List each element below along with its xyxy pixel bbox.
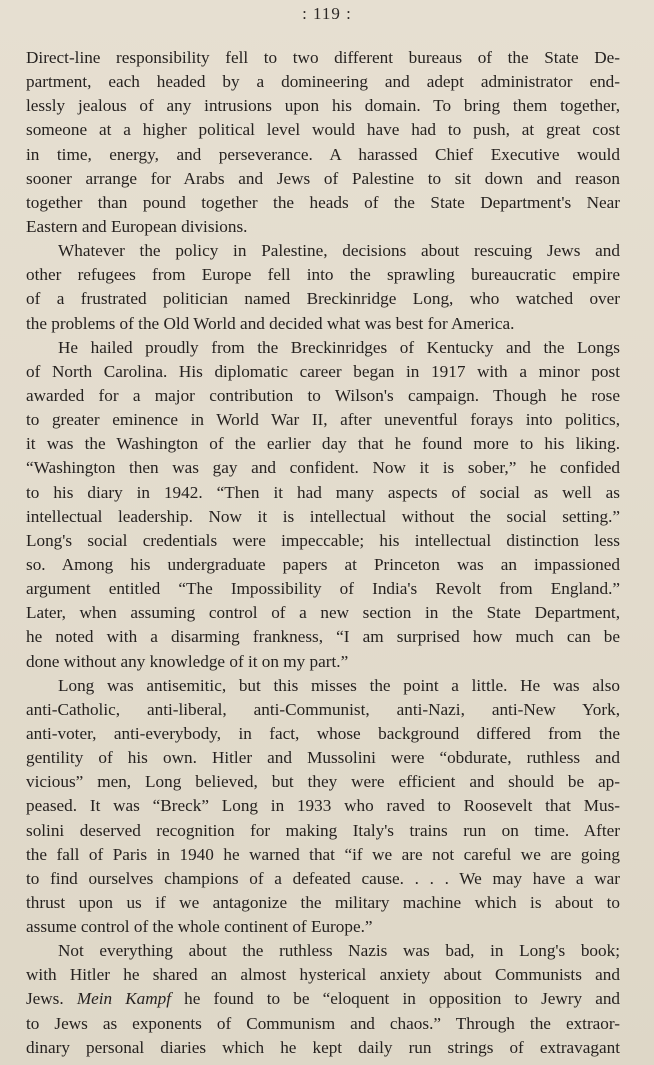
- text-line: the problems of the Old World and decided what was best for America.: [26, 313, 515, 333]
- text-line: to find ourselves champions of a defeated cause. . . . We may have a war: [26, 868, 620, 888]
- text-line: other refugees from Europe fell into the sprawling bureaucratic empire: [26, 265, 620, 285]
- text-line: [26, 987, 620, 1011]
- text-line: to Jews as exponents of Communism and chaos.” Through the extraor-: [26, 1013, 620, 1033]
- text-line: Long was antisemitic, but this misses the point a little. He was also: [58, 675, 620, 695]
- text-line: Whatever the policy in Palestine, decisions about rescuing Jews and: [58, 241, 620, 261]
- text-line: it was the Washington of the earlier day that he found more to his liking.: [26, 434, 620, 454]
- text-line: intellectual leadership. Now it is intellectual without the social setting.”: [26, 506, 620, 526]
- text-line: thrust upon us if we antagonize the military machine which is about to: [26, 892, 620, 912]
- text-line: sooner arrange for Arabs and Jews of Palestine to sit down and reason: [26, 168, 620, 188]
- text-line: Direct-line responsibility fell to two different bureaus of the State De-: [26, 48, 620, 67]
- text-line: peased. It was “Breck” Long in 1933 who raved to Roosevelt that Mus-: [26, 796, 620, 816]
- text-line: of a frustrated politician named Breckinridge Long, who watched over: [26, 289, 620, 309]
- text-line: He hailed proudly from the Breckinridges of Kentucky and the Longs: [58, 337, 620, 357]
- text-line: Long's social credentials were impeccable; his intellectual distinction less: [26, 530, 620, 550]
- book-title: Mein Kampf: [76, 989, 171, 1009]
- text-line: assume control of the whole continent of Europe.”: [26, 917, 373, 937]
- text-line: argument entitled “The Impossibility of India's Revolt from England.”: [26, 579, 620, 599]
- text-line: Later, when assuming control of a new section in the State Department,: [26, 603, 620, 623]
- text-line: anti-voter, anti-everybody, in fact, whose background differed from the: [26, 723, 620, 743]
- text-line: solini deserved recognition for making Italy's trains run on time. After: [26, 820, 620, 840]
- text-line: of North Carolina. His diplomatic career began in 1917 with a minor post: [26, 361, 620, 381]
- text-line: someone at a higher political level would have had to push, at great cost: [26, 120, 620, 140]
- text-line: so. Among his undergraduate papers at Princeton was an impassioned: [26, 554, 620, 574]
- text-line: dinary personal diaries which he kept daily run strings of extravagant: [26, 1037, 620, 1057]
- text-line: gentility of his own. Hitler and Mussolini were “obdurate, ruthless and: [26, 748, 620, 768]
- text-line: “Washington then was gay and confident. Now it is sober,” he confided: [26, 458, 620, 478]
- text-line-segment: Jews.: [26, 989, 77, 1009]
- body-text: [26, 46, 620, 1060]
- page-number: : 119 :: [302, 4, 352, 23]
- text-line: partment, each headed by a domineering and adept administrator end-: [26, 72, 620, 92]
- text-line: anti-Catholic, anti-liberal, anti-Communist, anti-Nazi, anti-New York,: [26, 699, 620, 719]
- text-line: together than pound together the heads of the State Department's Near: [26, 192, 620, 212]
- text-line: with Hitler he shared an almost hysterical anxiety about Communists and: [26, 965, 620, 985]
- text-line: to greater eminence in World War II, after uneventful forays into politics,: [26, 410, 620, 430]
- text-line: Not everything about the ruthless Nazis was bad, in Long's book;: [58, 941, 620, 961]
- text-line: to his diary in 1942. “Then it had many aspects of social as well as: [26, 482, 620, 502]
- text-line-segment: he found to be “eloquent in opposition to Jewry and: [170, 989, 620, 1009]
- text-line: Eastern and European divisions.: [26, 216, 248, 236]
- text-line: done without any knowledge of it on my part.”: [26, 651, 349, 671]
- text-line: lessly jealous of any intrusions upon his domain. To bring them together,: [26, 96, 620, 116]
- text-line: in time, energy, and perseverance. A harassed Chief Executive would: [26, 144, 620, 164]
- text-line: he noted with a disarming frankness, “I am surprised how much can be: [26, 627, 620, 647]
- text-line: awarded for a major contribution to Wilson's campaign. Though he rose: [26, 385, 620, 405]
- text-line: vicious” men, Long believed, but they were efficient and should be ap-: [26, 772, 620, 792]
- text-line: the fall of Paris in 1940 he warned that “if we are not careful we are going: [26, 844, 620, 864]
